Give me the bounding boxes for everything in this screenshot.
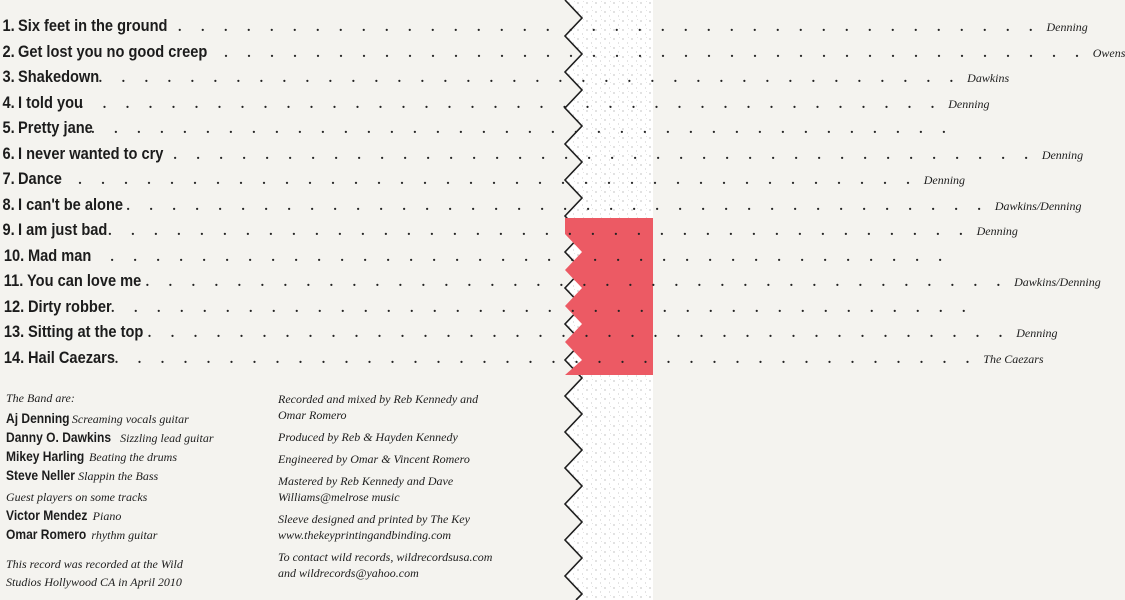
recording-note	[6, 555, 271, 591]
credit-line: www.thekeyprintingandbinding.com	[278, 528, 452, 542]
credit-block	[278, 473, 548, 505]
member-name: Omar Romero	[6, 526, 87, 542]
track-title: Six feet in the ground	[18, 16, 168, 35]
member-role: Slappin the Bass	[78, 469, 159, 483]
track-number: 4.	[2, 92, 15, 112]
dot-leader: . . . . . . . . . . . . . . . . . . . . . . . . . . . . . . . . . . . . . .	[224, 45, 1087, 61]
track-credit: Owens	[1087, 46, 1125, 61]
track-row	[0, 92, 990, 119]
track-title: Dirty robber	[27, 296, 112, 316]
dot-leader: . . . . . . . . . . . . . . . . . . . . . . . . . . . . . . . . . . . . . .	[108, 224, 971, 239]
track-row	[0, 245, 950, 272]
credit-line: Williams@melrose music	[278, 490, 400, 504]
track-title: Hail Caezars	[27, 347, 115, 367]
dot-leader: . . . . . . . . . . . . . . . . . . . . . . . . . . . . . . . . . . . . . .	[173, 147, 1036, 163]
credit-line: Omar Romero	[278, 408, 347, 422]
track-number: 10.	[3, 245, 25, 265]
track-number: 14.	[3, 347, 25, 367]
track-number: 11.	[3, 271, 24, 290]
dot-leader: . . . . . . . . . . . . . . . . . . . . . . . . . . . . . . . . . . . . . .	[114, 351, 978, 367]
track-title: You can love me	[26, 271, 142, 290]
member-name: Aj Denning	[6, 410, 70, 426]
member-role: Screaming vocals guitar	[71, 412, 189, 426]
production-credits	[278, 391, 548, 587]
dot-leader: . . . . . . . . . . . . . . . . . . . . . . . . . . . . . . . . . . . . . .	[147, 326, 1011, 341]
tracklist	[0, 16, 1125, 373]
track-number: 12.	[3, 296, 25, 316]
dot-leader: . . . . . . . . . . . . . . . . . . . . . . . . . . . . . . . . . . . . . .	[91, 122, 954, 137]
dot-leader: . . . . . . . . . . . . . . . . . . . . . . . . . . . . . . . . . . . . . .	[145, 275, 1009, 290]
credit-line: Sleeve designed and printed by The Key	[278, 512, 470, 526]
track-title: Pretty jane	[18, 118, 93, 137]
guest-member	[6, 507, 271, 526]
track-title: I told you	[18, 92, 84, 112]
track-title: Sitting at the top	[27, 322, 143, 341]
track-row	[0, 322, 1058, 348]
track-number: 5.	[2, 118, 15, 137]
credit-block	[278, 429, 548, 445]
track-number: 13.	[3, 322, 25, 341]
credit-line: Recorded and mixed by Reb Kennedy and	[278, 392, 479, 406]
track-number: 1.	[2, 16, 15, 35]
dot-leader: . . . . . . . . . . . . . . . . . . . . . . . . . . . . . . . . . . . . . .	[177, 20, 1041, 35]
track-title: Dance	[18, 169, 63, 188]
track-credit: Denning	[1010, 326, 1057, 341]
band-member	[6, 467, 271, 486]
track-credit: Dawkins	[961, 71, 1009, 86]
track-title: I never wanted to cry	[18, 143, 164, 163]
track-row	[0, 271, 1101, 297]
band-credits	[6, 391, 271, 591]
band-member	[6, 429, 271, 448]
member-role: Beating the drums	[89, 450, 178, 464]
track-number: 2.	[2, 41, 15, 61]
member-name: Mikey Harling	[6, 448, 85, 464]
guest-heading: Guest players on some tracks	[6, 490, 148, 504]
track-row	[0, 347, 1044, 374]
track-row	[0, 169, 966, 195]
band-member	[6, 448, 271, 467]
track-number: 9.	[2, 220, 15, 239]
member-role: rhythm guitar	[91, 528, 158, 542]
member-name: Steve Neller	[6, 467, 75, 483]
member-name: Victor Mendez	[6, 507, 88, 523]
credit-line: To contact wild records, wildrecordsusa.com	[278, 550, 493, 564]
credit-line: Produced by Reb & Hayden Kennedy	[278, 430, 458, 444]
track-credit: Denning	[918, 173, 965, 188]
credit-block	[278, 511, 548, 543]
track-credit: Dawkins/Denning	[989, 199, 1082, 214]
track-number: 7.	[2, 169, 15, 188]
recording-note-line: Studios Hollywood CA in April 2010	[6, 575, 182, 589]
track-number: 8.	[2, 194, 15, 214]
credit-line: Mastered by Reb Kennedy and Dave	[278, 474, 454, 488]
track-row	[0, 118, 954, 144]
member-name: Danny O. Dawkins	[6, 429, 112, 445]
dot-leader: . . . . . . . . . . . . . . . . . . . . . . . . . . . . . . . . . . . . . .	[98, 71, 962, 86]
member-role: Piano	[92, 509, 122, 523]
dot-leader: . . . . . . . . . . . . . . . . . . . . . . . . . . . . . . . . . . . . . .	[110, 300, 974, 316]
dot-leader: . . . . . . . . . . . . . . . . . . . . . . . . . . . . . . . . . . . . . .	[79, 96, 943, 112]
track-title: Mad man	[27, 245, 92, 265]
member-role: Sizzling lead guitar	[120, 431, 214, 445]
credit-block	[278, 451, 548, 467]
track-row	[0, 143, 1084, 170]
credit-line: and wildrecords@yahoo.com	[278, 566, 419, 580]
track-title: Get lost you no good creep	[18, 41, 208, 61]
track-credit: Denning	[942, 97, 989, 112]
track-number: 6.	[2, 143, 15, 163]
dot-leader: . . . . . . . . . . . . . . . . . . . . . . . . . . . . . . . . . . . . . .	[87, 249, 950, 265]
track-title: I am just bad	[18, 220, 108, 239]
credit-line: Engineered by Omar & Vincent Romero	[278, 452, 470, 466]
track-number: 3.	[2, 67, 15, 86]
band-member	[6, 410, 271, 429]
band-heading: The Band are:	[6, 391, 75, 405]
track-credit: Dawkins/Denning	[1008, 275, 1101, 290]
track-row	[0, 41, 1125, 68]
track-credit: Denning	[971, 224, 1018, 239]
track-credit: Denning	[1036, 148, 1083, 163]
credit-block	[278, 549, 548, 581]
track-row	[0, 220, 1018, 246]
track-row	[0, 16, 1088, 42]
dot-leader: . . . . . . . . . . . . . . . . . . . . . . . . . . . . . . . . . . . . . .	[55, 173, 918, 188]
track-credit: Denning	[1040, 20, 1087, 35]
track-title: I can't be alone	[18, 194, 124, 214]
dot-leader: . . . . . . . . . . . . . . . . . . . . . . . . . . . . . . . . . . . . . .	[126, 198, 989, 214]
track-title: Shakedown	[18, 67, 100, 86]
track-row	[0, 296, 974, 323]
track-row	[0, 67, 1010, 93]
recording-note-line: This record was recorded at the Wild	[6, 557, 183, 571]
guest-member	[6, 526, 271, 545]
track-credit: The Caezars	[977, 352, 1043, 367]
credit-block	[278, 391, 548, 423]
track-row	[0, 194, 1082, 221]
